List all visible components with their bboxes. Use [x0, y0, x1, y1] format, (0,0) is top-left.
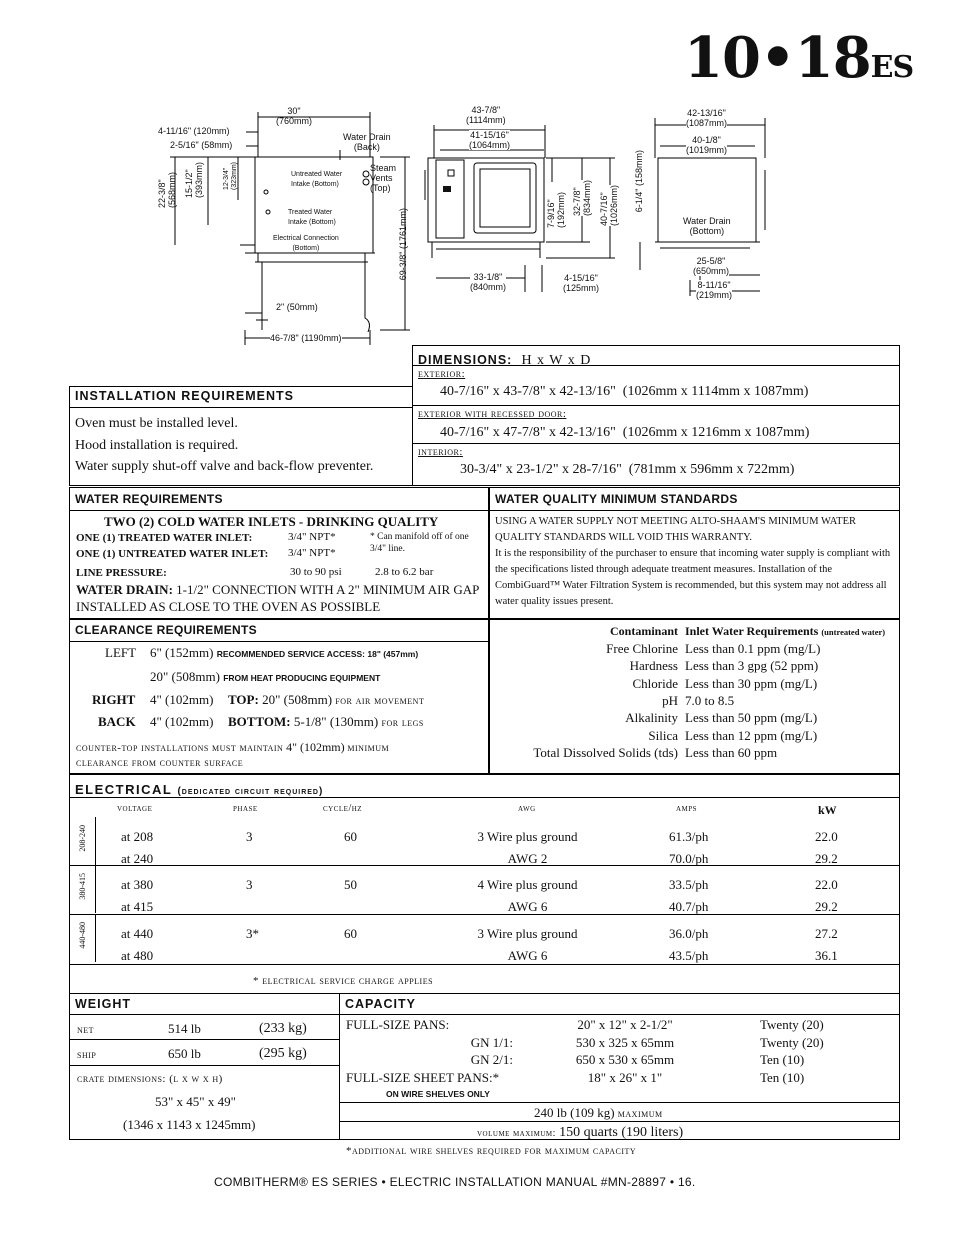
- electrical-amps-0-1: 70.0/ph: [669, 850, 709, 866]
- quality-contaminant-6: Total Dissolved Solids (tds): [533, 744, 678, 760]
- installation-line-1: Oven must be installed level.: [75, 416, 238, 431]
- treated-sub: Intake (Bottom): [288, 219, 336, 226]
- capacity-volume-label: volume maximum:: [477, 1128, 556, 1139]
- electrical-kw-2-0: 27.2: [815, 926, 838, 941]
- installation-line-2: Hood installation is required.: [75, 438, 239, 453]
- dim-12-3-4: 12-3/4": [223, 167, 230, 191]
- electrical-voltage-0-0: at 208: [121, 829, 154, 844]
- dim-41-15-16: 41-15/16": [470, 130, 509, 140]
- countertop-a: counter-top installations must maintain: [76, 742, 284, 754]
- electrical-range-divider-1: [95, 865, 96, 913]
- electrical-voltage-2-1: at 480: [121, 947, 154, 963]
- capacity-max-weight: 240 lb (109 kg): [534, 1105, 615, 1120]
- clearance-title: CLEARANCE REQUIREMENTS: [75, 623, 257, 637]
- quality-warning: USING A WATER SUPPLY NOT MEETING ALTO-SHAAM'S MINIMUM WATER QUALITY STANDARDS WILL VOID THIS WARRANTY.: [495, 516, 856, 543]
- clearance-back: 4" (102mm): [150, 714, 214, 729]
- capacity-label-2: GN 2/1:: [470, 1052, 513, 1067]
- manifold-note: * Can manifold off of one 3/4" line.: [370, 532, 469, 554]
- weight-ship-label: ship: [77, 1049, 97, 1061]
- quality-requirement-6: Less than 60 ppm: [685, 744, 778, 760]
- capacity-label-3: FULL-SIZE SHEET PANS:*: [346, 1069, 500, 1085]
- electrical-divider-1: [69, 865, 900, 866]
- dim-40-7-16-mm: (1026mm): [609, 185, 619, 227]
- dim-2: 2" (50mm): [276, 302, 318, 312]
- electrical-awg-0-0: 3 Wire plus ground: [477, 829, 578, 844]
- weight-net-kg: (233 kg): [259, 1021, 307, 1036]
- electrical-title-note: (dedicated circuit required): [177, 786, 324, 797]
- dim-40-7-16: 40-7/16": [599, 192, 609, 227]
- clearance-left-2-note: FROM HEAT PRODUCING EQUIPMENT: [223, 673, 381, 683]
- model-number: 10•18: [684, 25, 871, 91]
- quality-contaminant-5: Silica: [648, 727, 678, 743]
- exterior-dims: 40-7/16" x 43-7/8" x 42-13/16" (1026mm x 1114mm x 1087mm): [440, 384, 809, 399]
- electrical-voltage-2-0: at 440: [121, 926, 154, 941]
- clearance-bottom-label: BOTTOM:: [228, 714, 291, 729]
- clearance-bottom-note: for legs: [381, 717, 424, 729]
- dim-43-7-8: 43-7/8": [471, 105, 501, 115]
- dim-12-3-4-mm: (323mm): [231, 162, 238, 191]
- capacity-count-2: Ten (10): [760, 1052, 805, 1067]
- crate-in: 53" x 45" x 49": [155, 1094, 236, 1109]
- electrical-header-1: phase: [233, 803, 258, 814]
- electrical-hz-1-0: 50: [344, 877, 357, 892]
- vents-label: Vents: [370, 173, 393, 183]
- capacity-label-0: FULL-SIZE PANS:: [346, 1017, 450, 1032]
- dim-42-13-16: 42-13/16": [687, 108, 726, 118]
- quality-requirement-3: 7.0 to 8.5: [685, 692, 735, 708]
- electrical-amps-0-0: 61.3/ph: [669, 829, 709, 844]
- interior-dims: 30-3/4" x 23-1/2" x 28-7/16" (781mm x 596mm x 722mm): [460, 462, 795, 477]
- electrical-amps-1-1: 40.7/ph: [669, 898, 709, 914]
- dim-6-1-4: 6-1/4" (158mm): [634, 150, 644, 213]
- electrical-phase-0-0: 3: [246, 829, 253, 844]
- electrical-voltage-1-1: at 415: [121, 898, 154, 914]
- dim-41-15-16-mm: (1064mm): [469, 140, 511, 150]
- line-pressure-bar: 2.8 to 6.2 bar: [375, 566, 434, 578]
- quality-contaminant-2: Chloride: [632, 675, 678, 691]
- weight-title: WEIGHT: [75, 997, 131, 1011]
- dim-46-7-8: 46-7/8" (1190mm): [270, 333, 342, 343]
- dimensions-title: DIMENSIONS:: [418, 353, 513, 367]
- quality-col-requirement-sub: (untreated water): [821, 627, 886, 637]
- capacity-size-2: 650 x 530 x 65mm: [575, 1052, 675, 1067]
- capacity-size-3: 18" x 26" x 1": [587, 1069, 663, 1085]
- dim-40-1-8: 40-1/8": [692, 135, 721, 145]
- electrical-awg-2-1: AWG 6: [507, 947, 548, 963]
- electrical-header-4: amps: [676, 803, 698, 814]
- line-pressure-label: LINE PRESSURE:: [76, 567, 167, 579]
- dim-7-9-16: 7-9/16": [546, 199, 556, 229]
- top-label: (Top): [370, 183, 391, 193]
- untreated-inlet-value: 3/4" NPT*: [288, 547, 336, 559]
- electrical-label: Electrical Connection: [273, 235, 339, 242]
- clearance-left-label: LEFT: [105, 645, 137, 660]
- dim-8-11-16: 8-11/16": [697, 280, 731, 290]
- water-drain-back-label: Water Drain: [343, 132, 391, 142]
- electrical-phase-1-0: 3: [246, 877, 253, 892]
- page-footer: COMBITHERM® ES SERIES • ELECTRIC INSTALLATION MANUAL #MN-28897 • 16.: [214, 1175, 696, 1189]
- countertop-d: clearance from counter surface: [76, 757, 244, 769]
- electrical-header-0: voltage: [117, 803, 153, 814]
- clearance-left-1-note: RECOMMENDED SERVICE ACCESS: 18" (457mm): [216, 649, 419, 659]
- capacity-wire-note: ON WIRE SHELVES ONLY: [386, 1089, 490, 1099]
- line-pressure-psi: 30 to 90 psi: [290, 566, 342, 578]
- dim-4-11-16: 4-11/16" (120mm): [158, 126, 230, 136]
- electrical-range-0: 208-240: [78, 825, 87, 852]
- quality-title: WATER QUALITY MINIMUM STANDARDS: [495, 492, 738, 506]
- electrical-kw-2-1: 36.1: [815, 947, 838, 963]
- countertop-c: minimum: [347, 742, 390, 754]
- water-drain-bottom-sub: (Bottom): [689, 226, 725, 236]
- capacity-volume: 150 quarts (190 liters): [559, 1125, 684, 1140]
- electrical-header-3: awg: [518, 803, 536, 814]
- dim-25-5-8: 25-5/8": [696, 256, 726, 266]
- capacity-size-0: 20" x 12" x 2-1/2": [577, 1017, 673, 1032]
- quality-contaminant-0: Free Chlorine: [606, 641, 678, 656]
- water-title: WATER REQUIREMENTS: [75, 492, 223, 506]
- clearance-back-label: BACK: [98, 714, 136, 729]
- interior-label: interior: [418, 446, 460, 458]
- treated-inlet-label: ONE (1) TREATED WATER INLET:: [76, 532, 253, 544]
- electrical-amps-2-1: 43.5/ph: [669, 947, 709, 963]
- clearance-top: 20" (508mm): [262, 692, 333, 707]
- treated-label: Treated Water: [288, 209, 333, 216]
- electrical-voltage-0-1: at 240: [121, 850, 154, 866]
- clearance-top-note: for air movement: [335, 695, 425, 707]
- dim-7-9-16-mm: (192mm): [556, 192, 566, 229]
- electrical-range-2: 440-480: [78, 922, 87, 949]
- exterior-label: exterior: [418, 368, 462, 380]
- clearance-right-label: RIGHT: [92, 692, 136, 707]
- capacity-max-label: maximum: [617, 1108, 663, 1120]
- steam-label: Steam: [370, 163, 397, 173]
- dim-22-3-8-mm: (568mm): [167, 172, 177, 209]
- electrical-title: ELECTRICAL: [75, 782, 173, 797]
- capacity-count-1: Twenty (20): [760, 1034, 824, 1050]
- untreated-label: Untreated Water: [291, 171, 343, 178]
- electrical-range-divider-2: [95, 914, 96, 962]
- electrical-kw-0-1: 29.2: [815, 850, 838, 866]
- electrical-amps-1-0: 33.5/ph: [669, 877, 709, 892]
- untreated-inlet-label: ONE (1) UNTREATED WATER INLET:: [76, 548, 269, 560]
- quality-col-requirement: Inlet Water Requirements: [685, 624, 819, 638]
- quality-col-contaminant: Contaminant: [609, 624, 678, 638]
- electrical-footnote: * electrical service charge applies: [253, 975, 434, 987]
- dim-22-3-8: 22-3/8": [157, 179, 167, 209]
- dim-33-1-8-mm: (840mm): [470, 282, 507, 292]
- water-drain-back-sub: (Back): [353, 142, 380, 152]
- quality-responsibility: It is the responsibility of the purchaser to ensure that incoming water supply is compliant with the specifications listed through adequate treatment measures. Installation of the CombiGuard™ Water Filtration System is recommended, but this system may not address all water quality issues present.: [495, 548, 891, 607]
- untreated-sub: Intake (Bottom): [291, 181, 339, 188]
- electrical-header-5: kW: [818, 803, 837, 817]
- crate-mm: (1346 x 1143 x 1245mm): [123, 1117, 256, 1132]
- dim-4-15-16-mm: (125mm): [563, 283, 600, 293]
- dim-2-5-16: 2-5/16" (58mm): [170, 140, 233, 150]
- dim-32-7-8: 32-7/8": [572, 187, 582, 217]
- electrical-awg-1-1: AWG 6: [507, 898, 548, 914]
- water-drain-bottom-label: Water Drain: [683, 216, 731, 226]
- dim-69-3-8: 69-3/8" (1761mm): [398, 208, 408, 281]
- dim-43-7-8-mm: (1114mm): [466, 115, 506, 125]
- dim-32-7-8-mm: (834mm): [582, 180, 592, 217]
- electrical-range-divider-0: [95, 817, 96, 865]
- electrical-range-1: 380-415: [78, 873, 87, 900]
- countertop-b: 4" (102mm): [286, 740, 345, 754]
- quality-requirement-1: Less than 3 gpg (52 ppm): [685, 658, 819, 674]
- clearance-bottom: 5-1/8" (130mm): [293, 714, 379, 729]
- capacity-footnote: *additional wire shelves required for maximum capacity: [346, 1145, 637, 1157]
- water-drain-text: 1-1/2" CONNECTION WITH A 2" MINIMUM AIR GAP INSTALLED AS CLOSE TO THE OVEN AS POSSIBLE: [76, 582, 479, 614]
- electrical-divider-2: [69, 914, 900, 915]
- treated-inlet-value: 3/4" NPT*: [288, 531, 336, 543]
- clearance-top-label: TOP:: [228, 692, 259, 707]
- capacity-count-3: Ten (10): [760, 1069, 805, 1085]
- water-inlets-heading: TWO (2) COLD WATER INLETS - DRINKING QUALITY: [104, 514, 439, 529]
- quality-requirement-2: Less than 30 ppm (mg/L): [685, 675, 818, 691]
- clearance-right: 4" (102mm): [150, 692, 214, 707]
- electrical-kw-1-0: 22.0: [815, 877, 838, 892]
- electrical-awg-0-1: AWG 2: [507, 850, 548, 866]
- dim-30: 30": [287, 106, 301, 116]
- electrical-kw-0-0: 22.0: [815, 829, 838, 844]
- dim-15-1-2-mm: (393mm): [194, 162, 204, 199]
- clearance-left-1: 6" (152mm): [150, 645, 214, 660]
- dim-15-1-2: 15-1/2": [184, 169, 194, 199]
- weight-net-lb: 514 lb: [168, 1021, 201, 1036]
- electrical-awg-1-0: 4 Wire plus ground: [477, 877, 578, 892]
- dim-40-1-8-mm: (1019mm): [686, 145, 728, 155]
- capacity-label-1: GN 1/1:: [470, 1034, 513, 1050]
- dimensions-hwd: H x W x D: [521, 353, 592, 368]
- electrical-hz-0-0: 60: [344, 829, 357, 844]
- recessed-label: exterior with recessed door: [418, 408, 563, 420]
- water-drain-label: WATER DRAIN:: [76, 582, 173, 597]
- model-suffix: ES: [870, 50, 914, 85]
- dim-8-11-16-mm: (219mm): [696, 290, 733, 300]
- quality-requirement-0: Less than 0.1 ppm (mg/L): [685, 641, 821, 656]
- electrical-awg-2-0: 3 Wire plus ground: [477, 926, 578, 941]
- capacity-count-0: Twenty (20): [760, 1017, 824, 1032]
- recessed-dims: 40-7/16" x 47-7/8" x 42-13/16" (1026mm x 1216mm x 1087mm): [440, 425, 810, 440]
- electrical-header-2: cycle/hz: [323, 803, 363, 814]
- clearance-left-2: 20" (508mm): [150, 669, 220, 684]
- dim-42-13-16-mm: (1087mm): [686, 118, 728, 128]
- electrical-amps-2-0: 36.0/ph: [669, 926, 709, 941]
- dim-33-1-8: 33-1/8": [473, 272, 503, 282]
- quality-requirement-4: Less than 50 ppm (mg/L): [685, 710, 818, 726]
- technical-drawings: [0, 0, 954, 350]
- electrical-sub: (Bottom): [292, 245, 320, 252]
- quality-contaminant-1: Hardness: [629, 658, 678, 674]
- installation-line-3: Water supply shut-off valve and back-flow preventer.: [75, 459, 374, 474]
- quality-contaminant-4: Alkalinity: [625, 710, 678, 726]
- electrical-kw-1-1: 29.2: [815, 898, 838, 914]
- installation-title: INSTALLATION REQUIREMENTS: [75, 389, 294, 403]
- quality-contaminant-3: pH: [662, 692, 678, 708]
- quality-requirement-5: Less than 12 ppm (mg/L): [685, 727, 818, 743]
- crate-label: crate dimensions: (l x w x h): [77, 1073, 223, 1085]
- capacity-size-1: 530 x 325 x 65mm: [575, 1034, 675, 1050]
- electrical-phase-2-0: 3*: [246, 926, 259, 941]
- dim-4-15-16: 4-15/16": [564, 273, 598, 283]
- electrical-hz-2-0: 60: [344, 926, 357, 941]
- dim-30-mm: (760mm): [276, 116, 313, 126]
- weight-ship-kg: (295 kg): [259, 1046, 307, 1061]
- weight-ship-lb: 650 lb: [168, 1046, 201, 1061]
- dim-25-5-8-mm: (650mm): [693, 266, 730, 276]
- capacity-title: CAPACITY: [345, 997, 416, 1011]
- weight-net-label: net: [77, 1024, 95, 1036]
- electrical-voltage-1-0: at 380: [121, 877, 154, 892]
